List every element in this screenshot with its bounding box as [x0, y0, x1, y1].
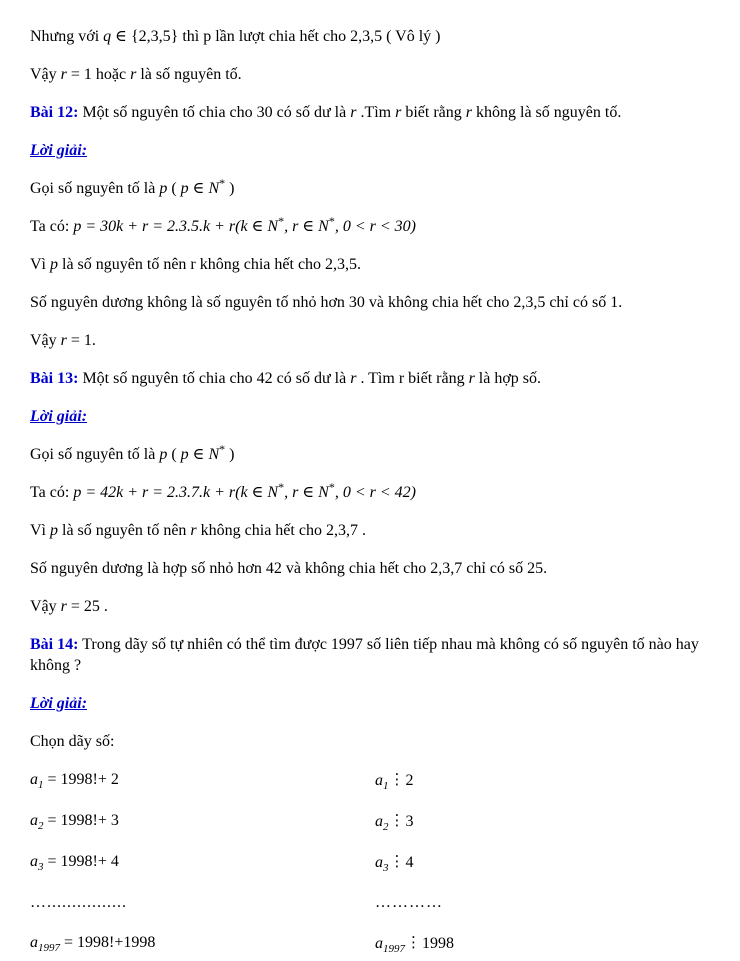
paragraph-contradiction [30, 26, 712, 47]
equation-p-30k-r [30, 216, 712, 237]
problem-14-statement [30, 634, 712, 676]
text-run: không chia hết cho 2,3,7 . [196, 522, 366, 539]
solution-heading [30, 406, 712, 427]
math-var-a: a [375, 854, 383, 871]
divisor-value: 4 [405, 854, 414, 871]
math-var-p: p [50, 522, 58, 539]
math-var-a: a [30, 853, 38, 870]
text-run: là số nguyên tố nên r không chia hết cho 2,3,5. [58, 256, 362, 273]
math-var-r: r [190, 522, 197, 539]
superscript-star: * [278, 480, 285, 494]
math-expression: p = 30k + r = 2.3.5.k + r(k ∈ N [73, 218, 279, 235]
solution-heading [30, 693, 712, 714]
math-expression: , r ∈ N [284, 218, 329, 235]
math-expression: , 0 < r < 30) [334, 218, 417, 235]
paragraph-define-prime-p [30, 178, 712, 199]
problem-label: Bài 14: [30, 636, 79, 653]
problem-label: Bài 12: [30, 104, 79, 121]
math-var-a: a [30, 812, 38, 829]
text-run: Ta có: [30, 484, 74, 501]
math-var-p: p [159, 446, 168, 463]
text-run: Trong dãy số tự nhiên có thể tìm được 1997 số liên tiếp nhau mà không có số nguyên tố nào hay không ? [30, 636, 699, 674]
text-run: = 1998!+ 4 [43, 853, 119, 870]
text-run: ( [167, 180, 181, 197]
solution-label: Lời giải: [30, 142, 88, 159]
divisibility-statement [375, 932, 454, 954]
text-run: biết rằng [401, 104, 466, 121]
text-run: Gọi số nguyên tố là [30, 180, 160, 197]
text-run: là số nguyên tố nên [58, 522, 191, 539]
math-var-r: r [60, 598, 67, 615]
sequence-definition [30, 932, 375, 954]
equation-p-42k-r [30, 482, 712, 503]
text-run: .Tìm [356, 104, 396, 121]
ellipsis-right: ………… [375, 894, 443, 911]
solution-label: Lời giải: [30, 408, 88, 425]
sequence-row-1997 [30, 932, 712, 954]
paragraph-conclusion-r1-or-prime [30, 64, 712, 85]
superscript-star: * [328, 214, 335, 228]
math-var-a: a [375, 935, 383, 952]
text-run: ( [167, 446, 181, 463]
sequence-row-3 [30, 851, 712, 873]
subscript-index: 2 [383, 821, 389, 833]
text-run: . Tìm r biết rằng [356, 370, 469, 387]
math-var-q: q [103, 28, 112, 45]
text-run: Một số nguyên tố chia cho 30 có số dư là [78, 104, 351, 121]
sequence-definition [30, 851, 375, 873]
math-var-a: a [375, 813, 383, 830]
solution-heading [30, 140, 712, 161]
text-run: Một số nguyên tố chia cho 42 có số dư là [78, 370, 351, 387]
text-run: là số nguyên tố. [136, 66, 242, 83]
superscript-star: * [328, 480, 335, 494]
subscript-index: 1 [383, 780, 389, 792]
divisor-value: 2 [405, 772, 414, 789]
paragraph-only-number-25 [30, 558, 712, 579]
sequence-definition [30, 810, 375, 832]
text-run: Số nguyên dương không là số nguyên tố nhỏ hơn 30 và không chia hết cho 2,3,5 chỉ có số 1. [30, 294, 623, 311]
math-set-N: N [208, 180, 220, 197]
math-var-a: a [375, 772, 383, 789]
text-run: Gọi số nguyên tố là [30, 446, 160, 463]
math-var-p: p [159, 180, 168, 197]
problem-12-statement [30, 102, 712, 123]
subscript-index: 1 [38, 779, 44, 791]
math-var-r: r [465, 104, 472, 121]
text-run: ) [225, 180, 235, 197]
text-run: Vì [30, 522, 50, 539]
text-run: = 1 hoặc [66, 66, 131, 83]
sequence-definition [30, 769, 375, 791]
paragraph-r-not-divisible-235 [30, 254, 712, 275]
paragraph-only-number-1 [30, 292, 712, 313]
subscript-index: 1997 [383, 943, 405, 955]
math-var-r: r [130, 66, 137, 83]
text-run: Vì [30, 256, 50, 273]
problem-13-statement [30, 368, 712, 389]
text-run: Nhưng với [30, 28, 104, 45]
text-run: Vậy [30, 332, 61, 349]
sequence-row-1 [30, 769, 712, 791]
text-run: ) [225, 446, 235, 463]
math-expression: , r ∈ N [284, 484, 329, 501]
math-expression: p = 42k + r = 2.3.7.k + r(k ∈ N [73, 484, 279, 501]
subscript-index: 3 [383, 862, 389, 874]
text-run: Ta có: [30, 218, 74, 235]
text-run: không là số nguyên tố. [472, 104, 622, 121]
math-var-a: a [30, 771, 38, 788]
text-run: Số nguyên dương là hợp số nhỏ hơn 42 và không chia hết cho 2,3,7 chỉ có số 25. [30, 560, 548, 577]
divisor-value: 3 [405, 813, 414, 830]
subscript-index: 3 [38, 861, 44, 873]
problem-label: Bài 13: [30, 370, 79, 387]
math-var-r: r [395, 104, 402, 121]
text-run: = 1998!+ 3 [43, 812, 119, 829]
element-of-symbol: ∈ [188, 180, 209, 197]
text-run: ∈ {2,3,5} thì p lần lượt chia hết cho 2,3,5 ( Vô lý ) [111, 28, 441, 45]
text-run: = 25 . [66, 598, 108, 615]
text-run: = 1. [66, 332, 96, 349]
text-run: là hợp số. [474, 370, 542, 387]
math-var-p: p [180, 180, 189, 197]
superscript-star: * [219, 176, 226, 190]
sequence-row-2 [30, 810, 712, 832]
math-expression: , 0 < r < 42) [334, 484, 417, 501]
paragraph-answer-r1 [30, 330, 712, 351]
math-var-r: r [350, 104, 357, 121]
math-var-r: r [60, 332, 67, 349]
math-var-a: a [30, 934, 38, 951]
subscript-index: 2 [38, 820, 44, 832]
solution-label: Lời giải: [30, 695, 88, 712]
divisibility-statement [375, 810, 414, 832]
paragraph-r-not-divisible-237 [30, 520, 712, 541]
divides-symbol: ⋮ [389, 811, 405, 829]
math-set-N: N [208, 446, 220, 463]
divisor-value: 1998 [422, 935, 454, 952]
divisibility-statement [375, 851, 414, 873]
divides-symbol: ⋮ [406, 933, 421, 951]
sequence-row-ellipsis [30, 892, 712, 913]
divides-symbol: ⋮ [389, 852, 405, 870]
paragraph-choose-sequence [30, 731, 712, 752]
text-run: Vậy [30, 598, 61, 615]
superscript-star: * [278, 214, 285, 228]
divisibility-statement [375, 769, 414, 791]
text-run: = 1998!+1998 [60, 934, 156, 951]
paragraph-answer-r25 [30, 596, 712, 617]
math-var-r: r [60, 66, 67, 83]
paragraph-define-prime-p [30, 444, 712, 465]
text-run: Vậy [30, 66, 61, 83]
subscript-index: 1997 [38, 942, 60, 954]
math-var-r: r [350, 370, 357, 387]
ellipsis-left: …................ [30, 894, 127, 911]
text-run: = 1998!+ 2 [43, 771, 119, 788]
math-var-r: r [468, 370, 475, 387]
math-var-p: p [180, 446, 189, 463]
superscript-star: * [219, 442, 226, 456]
text-run: Chọn dãy số: [30, 733, 115, 750]
divides-symbol: ⋮ [389, 770, 405, 788]
element-of-symbol: ∈ [188, 446, 209, 463]
math-var-p: p [50, 256, 58, 273]
